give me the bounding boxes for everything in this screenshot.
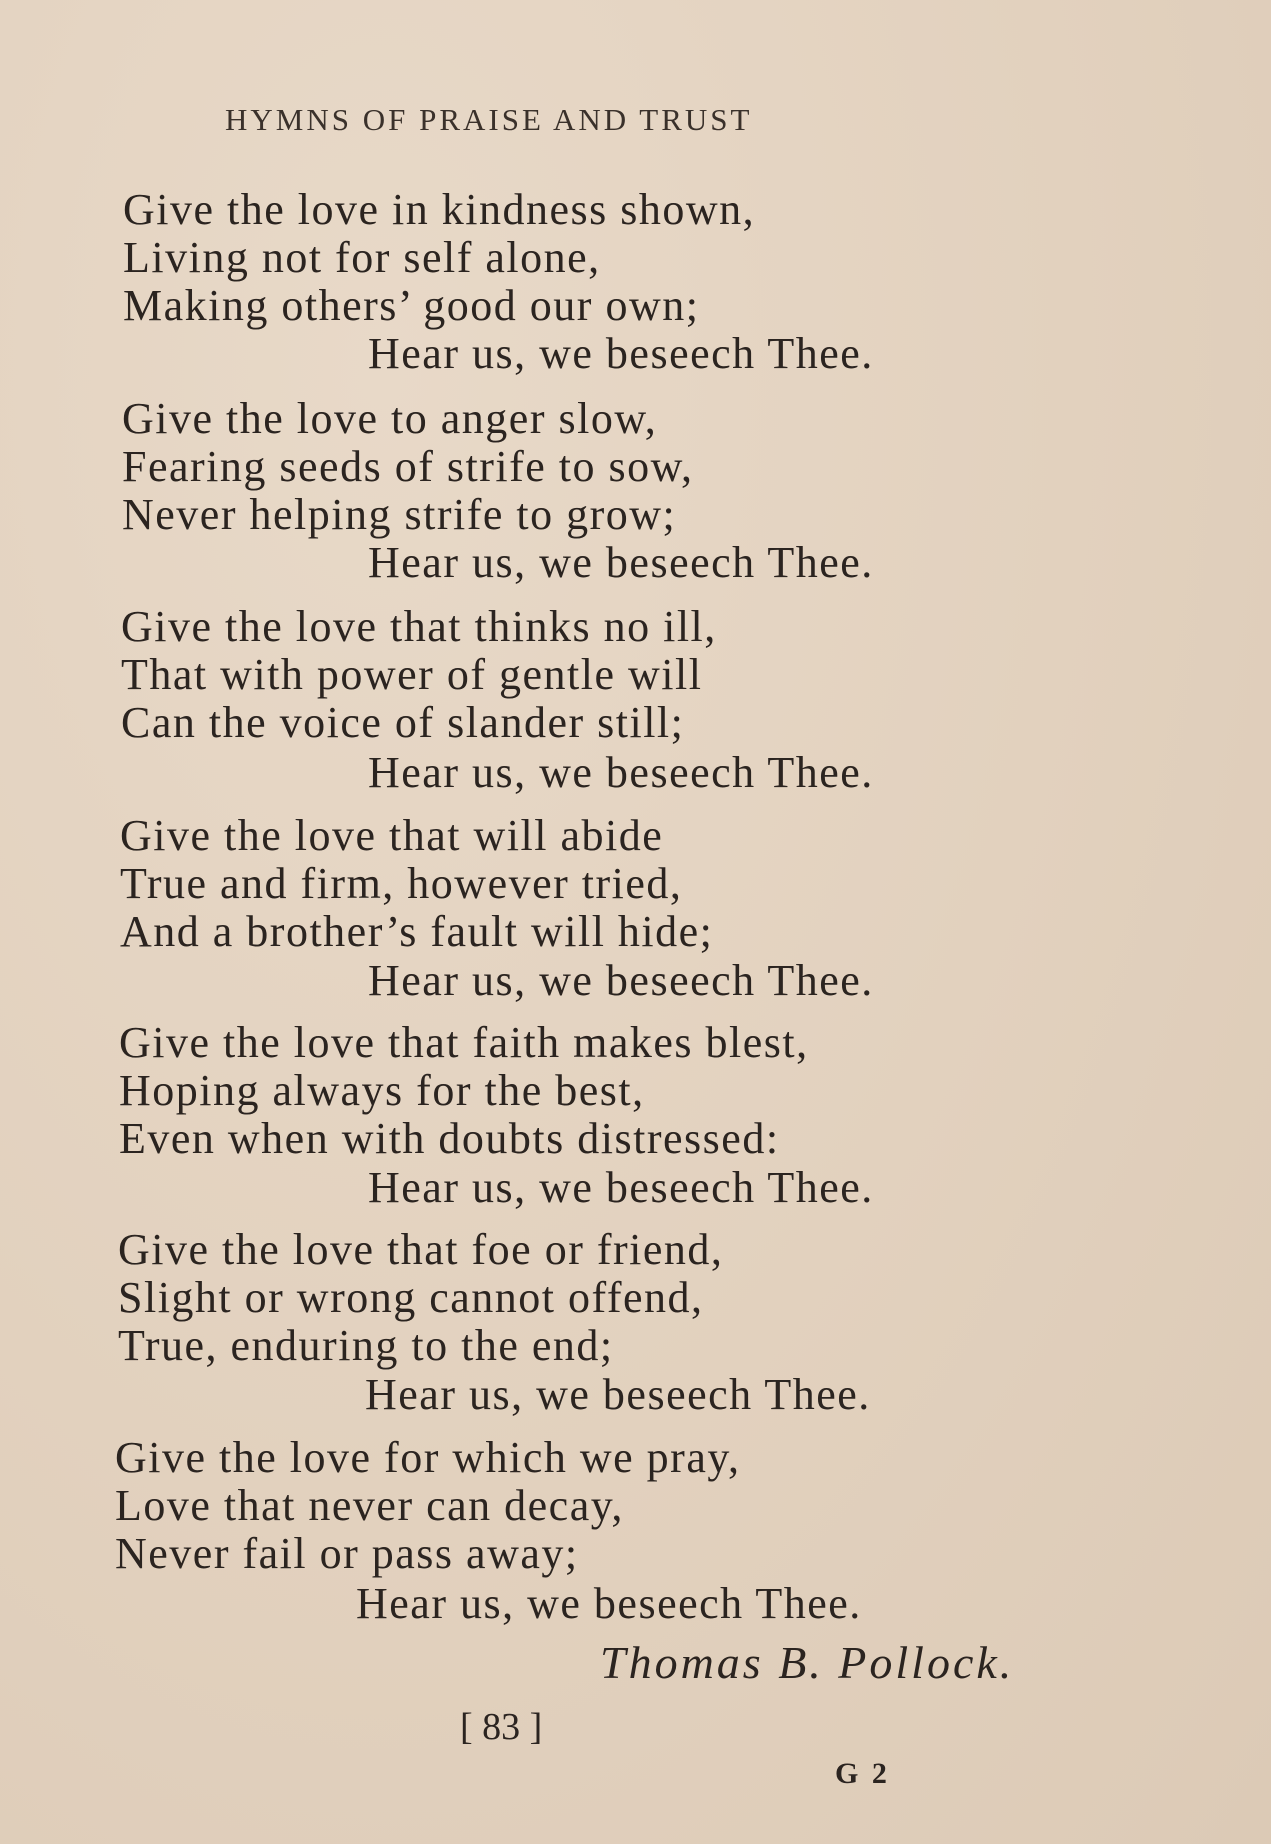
refrain-line: Hear us, we beseech Thee. <box>368 329 874 378</box>
verse-line: Give the love that will abide <box>120 811 664 860</box>
refrain-line: Hear us, we beseech Thee. <box>356 1579 862 1628</box>
verse-line: Never fail or pass away; <box>115 1529 579 1578</box>
refrain-line: Hear us, we beseech Thee. <box>368 1163 874 1212</box>
verse-line: Living not for self alone, <box>123 233 601 282</box>
verse-line: Give the love that faith makes blest, <box>119 1018 809 1067</box>
verse-line: Fearing seeds of strife to sow, <box>122 442 694 491</box>
running-header: HYMNS OF PRAISE AND TRUST <box>225 102 753 137</box>
signature-mark: G 2 <box>835 1757 890 1790</box>
verse-line: Hoping always for the best, <box>119 1066 645 1115</box>
refrain-line: Hear us, we beseech Thee. <box>368 748 874 797</box>
page-number: [ 83 ] <box>460 1706 543 1748</box>
verse-line: Give the love for which we pray, <box>115 1433 741 1482</box>
author-attribution: Thomas B. Pollock. <box>600 1637 1015 1688</box>
verse-line: Love that never can decay, <box>115 1481 624 1530</box>
verse-line: Even when with doubts distressed: <box>119 1114 780 1163</box>
refrain-line: Hear us, we beseech Thee. <box>368 538 874 587</box>
verse-line: Slight or wrong cannot offend, <box>118 1273 704 1322</box>
verse-line: Give the love to anger slow, <box>122 394 658 443</box>
verse-line: Give the love that foe or friend, <box>118 1225 724 1274</box>
verse-line: Give the love that thinks no ill, <box>121 602 717 651</box>
verse-line: True and firm, however tried, <box>120 859 683 908</box>
verse-line: Can the voice of slander still; <box>121 698 685 747</box>
refrain-line: Hear us, we beseech Thee. <box>365 1370 871 1419</box>
verse-line: True, enduring to the end; <box>118 1321 614 1370</box>
refrain-line: Hear us, we beseech Thee. <box>368 956 874 1005</box>
verse-line: Give the love in kindness shown, <box>123 185 756 234</box>
verse-line: Never helping strife to grow; <box>122 490 677 539</box>
verse-line: And a brother’s fault will hide; <box>120 907 714 956</box>
verse-line: Making others’ good our own; <box>123 281 700 330</box>
verse-line: That with power of gentle will <box>121 650 703 699</box>
